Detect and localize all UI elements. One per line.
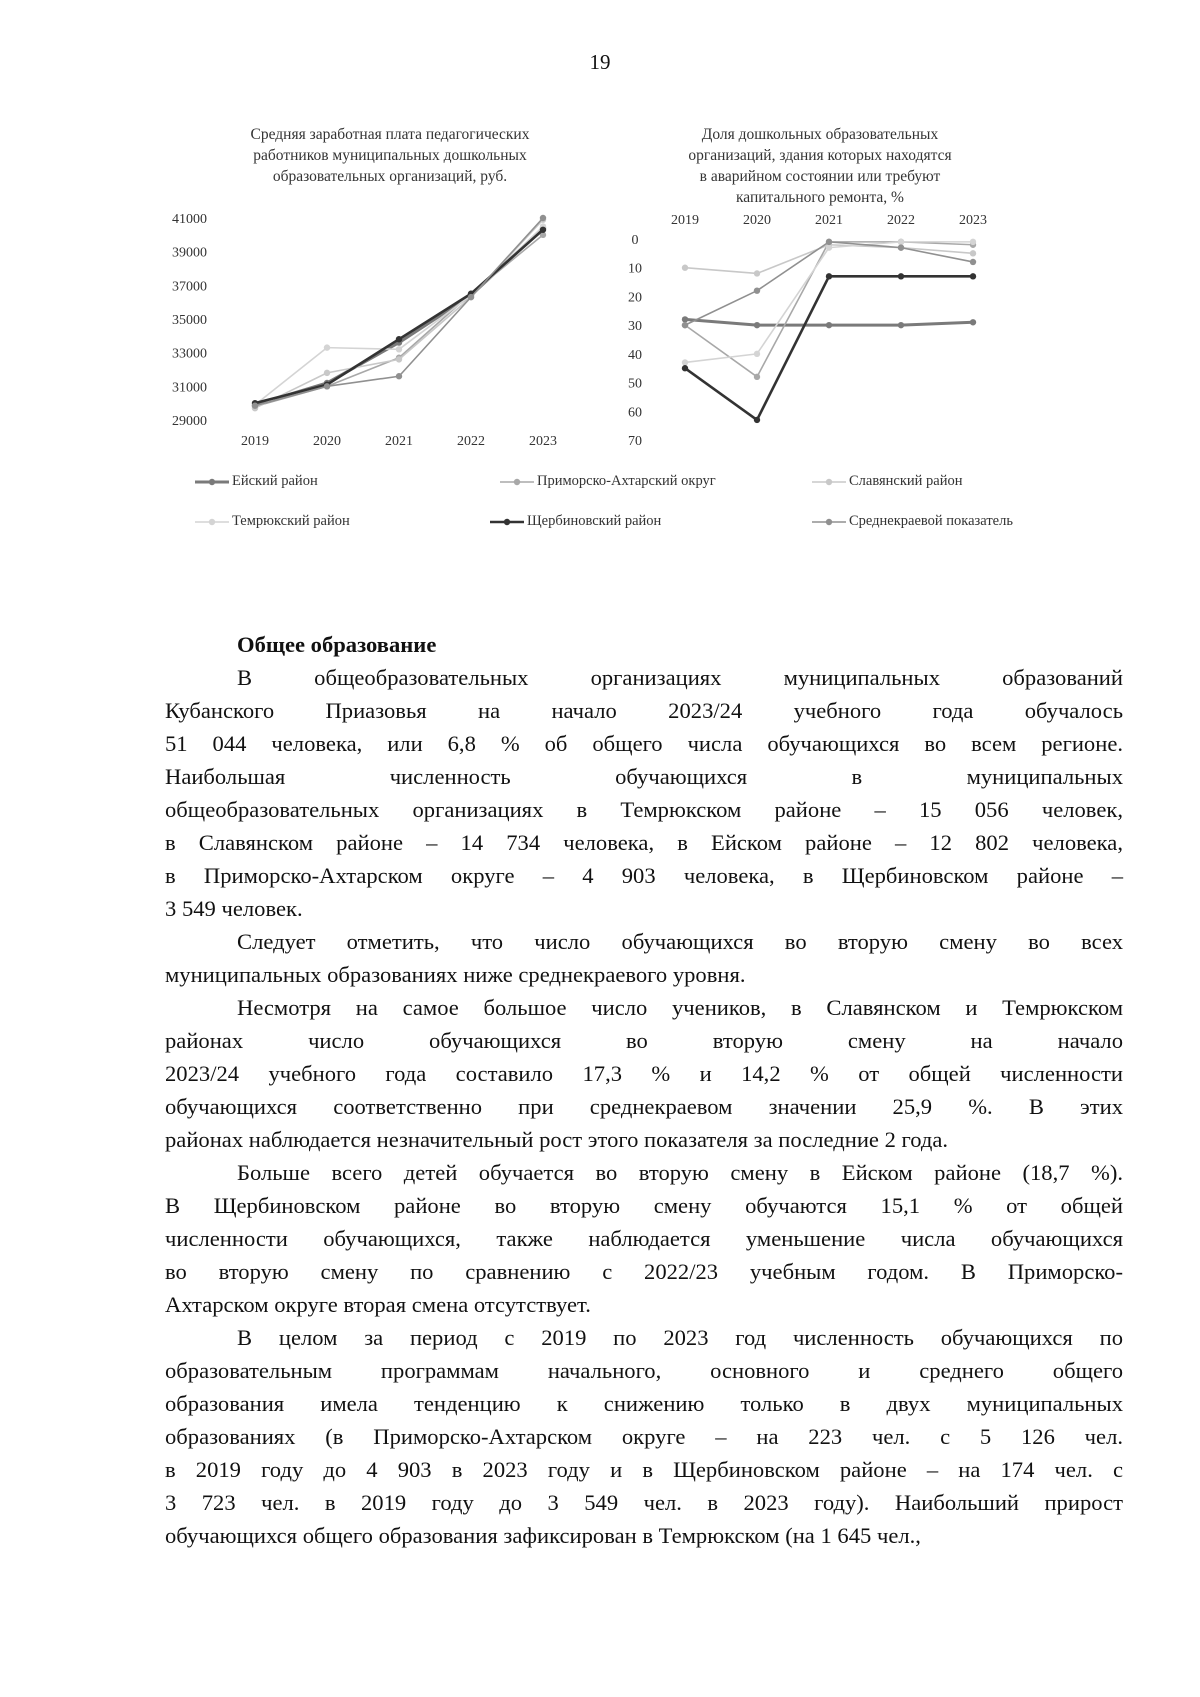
text-line: В Щербиновском районе во вторую смену обучаются 15,1 % от общей	[165, 1193, 1123, 1218]
paragraph	[165, 661, 1123, 925]
data-point	[396, 356, 402, 362]
text-line: образованиях (в Приморско-Ахтарском округе – на 223 чел. с 5 126 чел.	[165, 1424, 1123, 1449]
x-tick-label: 2020	[743, 213, 771, 228]
y-tick-label: 10	[628, 261, 642, 277]
data-point	[540, 215, 546, 221]
series-2	[682, 239, 976, 380]
y-tick-label: 50	[628, 376, 642, 392]
chart-title-line: капитального ремонта, %	[736, 189, 904, 206]
legend-label: Ейский район	[232, 473, 318, 489]
chart-title-buildings	[655, 124, 985, 208]
data-point	[468, 294, 474, 300]
data-point	[826, 239, 832, 245]
data-point	[754, 351, 760, 357]
data-point	[396, 346, 402, 352]
text-line: районах число обучающихся во вторую смену на начало	[165, 1028, 1123, 1053]
chart-title-line: работников муниципальных дошкольных	[253, 147, 527, 164]
series-3	[252, 216, 546, 411]
chart-title-line: Доля дошкольных образовательных	[701, 126, 939, 143]
text-line: обучающихся общего образования зафиксирован в Темрюкском (на 1 645 чел.,	[165, 1523, 921, 1548]
series-6	[252, 215, 546, 409]
legend-item	[490, 513, 661, 530]
data-point	[898, 239, 904, 245]
y-tick-label: 70	[628, 434, 642, 449]
text-line: 51 044 человека, или 6,8 % об общего числа обучающихся во всем регионе.	[165, 731, 1123, 756]
y-tick-label: 30	[628, 319, 642, 335]
text-line: численности обучающихся, также наблюдается уменьшение числа обучающихся	[165, 1226, 1123, 1251]
series-4	[682, 239, 976, 366]
legend-item	[812, 473, 963, 490]
data-point	[396, 373, 402, 379]
text-line: обучающихся соответственно при среднекраевом значении 25,9 %. В этих	[165, 1094, 1123, 1119]
data-point	[396, 336, 402, 342]
data-point	[970, 319, 976, 325]
x-tick-label: 2021	[815, 213, 843, 228]
legend-item	[812, 513, 1013, 530]
x-tick-label: 2022	[457, 434, 485, 449]
data-point	[970, 259, 976, 265]
text-line: Наибольшая численность обучающихся в муниципальных	[165, 764, 1123, 789]
legend-swatch	[812, 477, 846, 487]
text-line: в Славянском районе – 14 734 человека, в Ейском районе – 12 802 человека,	[165, 830, 1123, 855]
data-point	[826, 244, 832, 250]
series-5	[682, 273, 976, 423]
paragraph	[165, 1321, 1123, 1552]
text-line: 3 723 чел. в 2019 году до 3 549 чел. в 2023 году). Наибольший прирост	[165, 1490, 1123, 1515]
x-tick-label: 2023	[959, 213, 987, 228]
data-point	[754, 270, 760, 276]
data-point	[682, 359, 688, 365]
data-point	[682, 316, 688, 322]
chart-title-line: в аварийном состоянии или требуют	[699, 168, 941, 185]
text-line: В общеобразовательных организациях муниципальных образований	[237, 665, 1123, 690]
y-tick-label: 29000	[172, 414, 207, 429]
x-tick-label: 2020	[313, 434, 341, 449]
y-tick-label: 20	[628, 290, 642, 306]
legend-label: Приморско-Ахтарский округ	[537, 473, 716, 489]
legend-label: Темрюкский район	[232, 513, 350, 529]
chart-title-salary	[195, 124, 585, 187]
text-line: во вторую смену по сравнению с 2022/23 учебным годом. В Приморско-	[165, 1259, 1123, 1284]
salary-line-chart	[150, 212, 610, 485]
data-point	[754, 374, 760, 380]
x-tick-label: 2021	[385, 434, 413, 449]
text-line: образовательным программам начального, основного и среднего общего	[165, 1358, 1123, 1383]
legend-item	[500, 473, 716, 490]
data-point	[898, 273, 904, 279]
y-tick-label: 35000	[172, 313, 207, 328]
y-tick-label: 39000	[172, 245, 207, 261]
building-condition-line-chart	[628, 210, 1085, 485]
series-line	[685, 276, 973, 420]
chart-title-line: Средняя заработная плата педагогических	[250, 126, 530, 143]
text-line: В целом за период с 2019 по 2023 год численность обучающихся по	[237, 1325, 1123, 1350]
text-line: Кубанского Приазовья на начало 2023/24 учебного года обучалось	[165, 698, 1123, 723]
data-point	[682, 365, 688, 371]
series-6	[682, 239, 976, 329]
series-line	[685, 242, 973, 363]
text-line: 2023/24 учебного года составило 17,3 % и 14,2 % от общей численности	[165, 1061, 1123, 1086]
text-line: общеобразовательных организациях в Темрюкском районе – 15 056 человек,	[165, 797, 1123, 822]
text-line: в 2019 году до 4 903 в 2023 году и в Щербиновском районе – на 174 чел. с	[165, 1457, 1123, 1482]
legend-swatch	[195, 517, 229, 527]
text-line: образования имела тенденцию к снижению только в двух муниципальных	[165, 1391, 1123, 1416]
text-line: Следует отметить, что число обучающихся во вторую смену во всех	[237, 929, 1123, 954]
x-tick-label: 2023	[529, 434, 557, 449]
text-line: муниципальных образованиях ниже среднекраевого уровня.	[165, 962, 746, 987]
y-tick-label: 31000	[172, 380, 207, 396]
data-point	[252, 402, 258, 408]
data-point	[898, 322, 904, 328]
chart-title-line: организаций, здания которых находятся	[688, 147, 952, 164]
x-tick-label: 2019	[671, 213, 699, 228]
series-4	[252, 223, 546, 408]
paragraph	[165, 925, 1123, 991]
legend-label: Щербиновский район	[527, 513, 662, 529]
paragraph	[165, 1156, 1123, 1321]
paragraph	[165, 991, 1123, 1156]
chart-legend	[0, 473, 1200, 575]
text-line: 3 549 человек.	[165, 896, 303, 921]
text-line: в Приморско-Ахтарском округе – 4 903 человека, в Щербиновском районе –	[165, 863, 1123, 888]
series-1	[252, 225, 546, 408]
legend-swatch	[490, 517, 524, 527]
data-point	[826, 322, 832, 328]
data-point	[970, 239, 976, 245]
data-point	[898, 244, 904, 250]
series-1	[682, 316, 976, 328]
data-point	[540, 227, 546, 233]
data-point	[754, 287, 760, 293]
series-line	[685, 242, 973, 325]
x-tick-label: 2019	[241, 434, 269, 449]
text-line: Больше всего детей обучается во вторую смену в Ейском районе (18,7 %).	[237, 1160, 1123, 1185]
series-line	[255, 235, 543, 407]
legend-item	[195, 473, 318, 490]
page-number: 19	[589, 50, 611, 74]
section-text	[165, 628, 1123, 1552]
data-point	[324, 383, 330, 389]
series-line	[255, 220, 543, 409]
text-line: Ахтарском округе вторая смена отсутствует.	[165, 1292, 591, 1317]
data-point	[754, 417, 760, 423]
y-tick-label: 0	[631, 233, 639, 248]
data-point	[970, 273, 976, 279]
data-point	[754, 322, 760, 328]
data-point	[682, 322, 688, 328]
data-point	[324, 344, 330, 350]
data-point	[324, 370, 330, 376]
y-tick-label: 40	[628, 347, 642, 363]
data-point	[826, 273, 832, 279]
legend-swatch	[500, 477, 534, 487]
series-2	[252, 232, 546, 410]
chart-title-line: образовательных организаций, руб.	[272, 168, 508, 185]
y-tick-label: 33000	[172, 346, 207, 362]
legend-item	[195, 513, 350, 530]
data-point	[682, 265, 688, 271]
text-line: районах наблюдается незначительный рост этого показателя за последние 2 года.	[165, 1127, 949, 1152]
text-line: Несмотря на самое большое число учеников, в Славянском и Темрюкском	[237, 995, 1123, 1020]
y-tick-label: 37000	[172, 279, 207, 295]
y-tick-label: 60	[628, 405, 642, 421]
legend-label: Славянский район	[849, 473, 963, 489]
x-tick-label: 2022	[887, 213, 915, 228]
y-tick-label: 41000	[172, 212, 207, 227]
legend-swatch	[195, 477, 229, 487]
section-heading: Общее образование	[237, 632, 437, 657]
legend-swatch	[812, 517, 846, 527]
legend-label: Среднекраевой показатель	[849, 513, 1013, 529]
data-point	[970, 250, 976, 256]
